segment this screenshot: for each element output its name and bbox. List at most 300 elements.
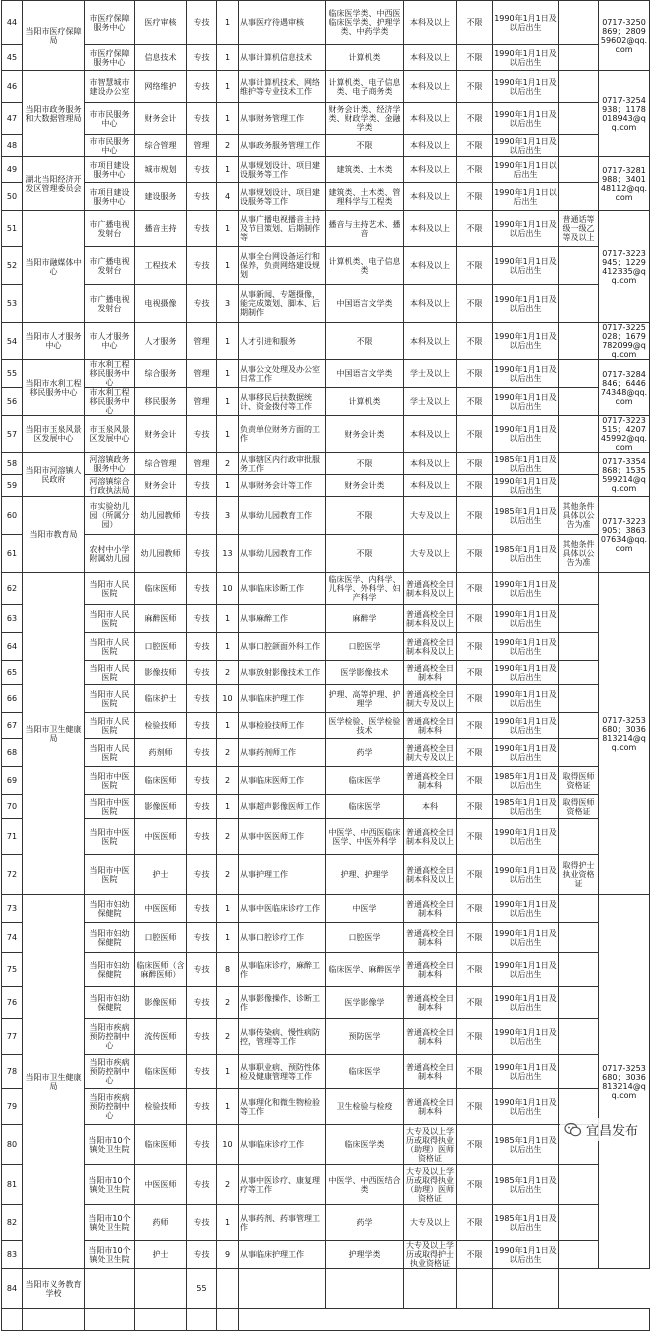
major-cell: 计算机类 <box>326 388 404 416</box>
table-row <box>2 211 650 247</box>
type-cell: 管理 <box>187 453 217 475</box>
duty-cell: 从事临床诊疗，麻醉工作 <box>239 953 326 987</box>
unit-cell: 市项目建设服务中心 <box>85 157 135 183</box>
other-cell <box>559 1241 599 1269</box>
position-cell: 电视摄像 <box>135 285 187 323</box>
duty-cell: 从事传染病、慢性病防控，管理等工作 <box>239 1019 326 1055</box>
table-row <box>2 633 650 661</box>
age-cell: 1990年1月1日及以后出生 <box>493 388 559 416</box>
position-cell: 临床医师 <box>135 767 187 795</box>
table-row <box>2 535 650 573</box>
department-cell: 当阳市教育局 <box>23 497 85 573</box>
position-cell: 临床医师 <box>135 1055 187 1089</box>
department-cell: 湖北当阳经济开发区管理委员会 <box>23 157 85 211</box>
type-cell: 专技 <box>187 661 217 685</box>
education-cell: 普通高校全日制本科 <box>404 713 457 739</box>
position-cell: 影像医师 <box>135 795 187 819</box>
major-cell: 中医学、中西医临床医学、中医外科学 <box>326 819 404 855</box>
position-cell: 综合管理 <box>135 453 187 475</box>
major-cell: 麻醉学 <box>326 605 404 633</box>
row-number: 55 <box>2 360 23 388</box>
age-cell: 1990年1月1日及以后出生 <box>493 1089 559 1125</box>
degree-cell: 不限 <box>457 1055 493 1089</box>
type-cell: 专技 <box>187 1055 217 1089</box>
type-cell: 专技 <box>187 497 217 535</box>
count-cell: 2 <box>217 453 239 475</box>
count-cell: 10 <box>217 1125 239 1165</box>
degree-cell: 不限 <box>457 388 493 416</box>
position-cell: 中医医师 <box>135 895 187 923</box>
other-cell: 普通话等级一级乙等及以上 <box>559 211 599 247</box>
table-row <box>2 71 650 103</box>
position-cell: 麻醉医师 <box>135 605 187 633</box>
education-cell: 大专及以上 <box>404 535 457 573</box>
education-cell: 学士及以上 <box>404 388 457 416</box>
contact-cell: 0717-3223515；420745992@qq.com <box>599 416 650 453</box>
table-row <box>2 1241 650 1269</box>
age-cell: 1990年1月1日及以后出生 <box>493 987 559 1019</box>
type-cell: 专技 <box>187 103 217 135</box>
degree-cell: 不限 <box>457 183 493 211</box>
degree-cell: 不限 <box>457 795 493 819</box>
other-cell <box>559 475 599 497</box>
unit-cell: 当阳市人民医院 <box>85 739 135 767</box>
unit-cell: 市水利工程移民服务中心 <box>85 388 135 416</box>
count-cell: 1 <box>217 211 239 247</box>
age-cell: 1990年1月1日及以后出生 <box>493 819 559 855</box>
count-cell: 1 <box>217 713 239 739</box>
count-cell: 1 <box>217 45 239 71</box>
education-cell: 大专及以上 <box>404 497 457 535</box>
table-row <box>2 360 650 388</box>
position-cell: 信息技术 <box>135 45 187 71</box>
education-cell: 本科及以上 <box>404 103 457 135</box>
major-cell: 不限 <box>326 135 404 157</box>
degree-cell: 不限 <box>457 987 493 1019</box>
row-number: 65 <box>2 661 23 685</box>
count-cell: 1 <box>217 103 239 135</box>
education-cell: 普通高校全日制大专及以上 <box>404 685 457 713</box>
position-cell: 流传医师 <box>135 1019 187 1055</box>
age-cell: 1990年1月1日以后出生 <box>493 183 559 211</box>
wechat-icon <box>564 1122 582 1138</box>
count-cell: 1 <box>217 416 239 453</box>
education-cell: 普通高校全日制本科及以上 <box>404 633 457 661</box>
row-number: 60 <box>2 497 23 535</box>
degree-cell: 不限 <box>457 135 493 157</box>
table-row <box>2 895 650 923</box>
unit-cell: 当阳市人民医院 <box>85 605 135 633</box>
other-cell <box>559 1019 599 1055</box>
position-cell: 财务会计 <box>135 416 187 453</box>
position-cell: 临床医师 <box>135 573 187 605</box>
duty-cell: 从事全台网设备运行和保养，负责网络建设规划 <box>239 247 326 285</box>
unit-cell: 当阳市妇幼保健院 <box>85 987 135 1019</box>
row-number: 78 <box>2 1055 23 1089</box>
position-cell: 口腔医师 <box>135 923 187 953</box>
table-row <box>2 819 650 855</box>
row-number: 69 <box>2 767 23 795</box>
count-cell: 2 <box>217 855 239 895</box>
degree-cell: 不限 <box>457 535 493 573</box>
degree-cell: 不限 <box>457 767 493 795</box>
table-row <box>2 685 650 713</box>
major-cell: 医学影像学 <box>326 987 404 1019</box>
duty-cell: 从事计算机技术、网络维护等专业技术工作 <box>239 71 326 103</box>
other-cell <box>559 573 599 605</box>
department-cell: 当阳市人才服务中心 <box>23 323 85 360</box>
table-row <box>2 923 650 953</box>
major-cell: 临床医学、内科学、儿科学、外科学、妇产科学 <box>326 573 404 605</box>
education-cell: 学士及以上 <box>404 360 457 388</box>
table-row <box>2 1165 650 1205</box>
position-cell: 中医医师 <box>135 1165 187 1205</box>
type-cell: 专技 <box>187 535 217 573</box>
unit-cell: 当阳市妇幼保健院 <box>85 923 135 953</box>
type-cell: 专技 <box>187 1165 217 1205</box>
position-cell: 城市规划 <box>135 157 187 183</box>
other-cell <box>559 1165 599 1205</box>
major-cell: 中医学、中西医结合类 <box>326 1165 404 1205</box>
count-cell: 10 <box>217 685 239 713</box>
major-cell: 中医学 <box>326 895 404 923</box>
department-cell <box>23 1309 85 1331</box>
unit-cell: 市广播电视发射台 <box>85 211 135 247</box>
duty-cell: 从事政务服务管理工作 <box>239 135 326 157</box>
other-cell: 其他条件具体以公告为准 <box>559 497 599 535</box>
age-cell: 1990年1月1日及以后出生 <box>493 1 559 45</box>
other-cell <box>559 157 599 183</box>
position-cell: 检验技师 <box>135 713 187 739</box>
other-cell <box>559 605 599 633</box>
unit-cell: 市水利工程移民服务中心 <box>85 360 135 388</box>
age-cell: 1990年1月1日及以后出生 <box>493 895 559 923</box>
education-cell: 本科及以上 <box>404 1 457 45</box>
count-cell: 1 <box>217 633 239 661</box>
row-number: 64 <box>2 633 23 661</box>
other-cell: 其他条件具体以公告为准 <box>559 535 599 573</box>
duty-cell: 从事辖区内行政审批服务工作 <box>239 453 326 475</box>
other-cell <box>493 1269 559 1309</box>
unit-cell: 当阳市人民医院 <box>85 633 135 661</box>
education-cell: 本科及以上 <box>404 157 457 183</box>
unit-cell: 市市民服务中心 <box>85 135 135 157</box>
age-cell: 1990年1月1日及以后出生 <box>493 713 559 739</box>
other-cell <box>559 285 599 323</box>
major-cell: 计算机类、电子信息类、电子商务类 <box>326 71 404 103</box>
count-cell: 1 <box>217 247 239 285</box>
degree-cell: 不限 <box>457 1125 493 1165</box>
position-cell: 口腔医师 <box>135 633 187 661</box>
type-cell: 专技 <box>187 416 217 453</box>
type-cell: 专技 <box>187 795 217 819</box>
age-cell: 1990年1月1日及以后出生 <box>493 685 559 713</box>
table-row <box>2 855 650 895</box>
major-cell <box>239 1269 326 1309</box>
education-cell: 本科及以上 <box>404 183 457 211</box>
row-number: 82 <box>2 1205 23 1241</box>
type-cell: 专技 <box>187 247 217 285</box>
row-number: 67 <box>2 713 23 739</box>
row-number: 76 <box>2 987 23 1019</box>
age-cell: 1990年1月1日及以后出生 <box>493 247 559 285</box>
table-row <box>2 323 650 360</box>
degree-cell: 不限 <box>457 739 493 767</box>
row-number: 70 <box>2 795 23 819</box>
duty-cell: 人才引进和服务 <box>239 323 326 360</box>
unit-cell: 市广播电视发射台 <box>85 247 135 285</box>
duty-cell: 负责单位财务方面的工作 <box>239 416 326 453</box>
count-cell: 1 <box>217 388 239 416</box>
age-cell: 1985年1月1日及以后出生 <box>493 1165 559 1205</box>
table-row <box>2 416 650 453</box>
position-cell: 护士 <box>135 1241 187 1269</box>
major-cell: 护理、高等护理、护理学 <box>326 685 404 713</box>
row-number: 46 <box>2 71 23 103</box>
type-cell: 专技 <box>187 157 217 183</box>
position-cell: 工程技术 <box>135 247 187 285</box>
age-cell: 1990年1月1日及以后出生 <box>493 855 559 895</box>
major-cell: 口腔医学 <box>326 923 404 953</box>
unit-cell: 当阳市疾病预防控制中心 <box>85 1019 135 1055</box>
position-cell <box>85 1269 135 1309</box>
duty-cell: 从事财务管理工作 <box>239 103 326 135</box>
position-cell: 护士 <box>135 855 187 895</box>
major-cell: 不限 <box>326 453 404 475</box>
duty-cell: 从事中医医师工作 <box>239 819 326 855</box>
major-cell: 临床医学 <box>326 795 404 819</box>
row-number: 58 <box>2 453 23 475</box>
major-cell: 计算机类、电子信息类 <box>326 247 404 285</box>
age-cell: 1990年1月1日及以后出生 <box>493 211 559 247</box>
duty-cell: 从事新闻、专题摄像，能完成策划、脚本、后期制作 <box>239 285 326 323</box>
education-cell: 普通高校全日制本科 <box>404 1019 457 1055</box>
department-cell: 当阳市医疗保障局 <box>23 1 85 71</box>
duty-cell: 从事医疗待遇审核 <box>239 1 326 45</box>
degree-cell: 不限 <box>457 633 493 661</box>
row-number: 71 <box>2 819 23 855</box>
age-cell: 1990年1月1日及以后出生 <box>493 1019 559 1055</box>
type-cell: 专技 <box>187 685 217 713</box>
other-cell <box>559 923 599 953</box>
department-cell: 当阳市玉泉风景区发展中心 <box>23 416 85 453</box>
age-cell: 1990年1月1日及以后出生 <box>493 605 559 633</box>
table-row <box>2 1269 650 1309</box>
unit-cell: 当阳市10个镇处卫生院 <box>85 1241 135 1269</box>
contact-cell: 0717-3284846；644674348@qq.com <box>599 360 650 416</box>
duty-cell: 从事职业病、预防性体检及健康管理等工作 <box>239 1055 326 1089</box>
unit-cell: 当阳市10个镇处卫生院 <box>85 1125 135 1165</box>
table-row <box>2 1 650 45</box>
age-cell: 1990年1月1日及以后出生 <box>493 360 559 388</box>
table-row <box>2 497 650 535</box>
other-cell <box>559 953 599 987</box>
degree-cell: 不限 <box>457 157 493 183</box>
age-cell: 1985年1月1日及以后出生 <box>493 795 559 819</box>
position-cell: 临床护士 <box>135 685 187 713</box>
count-cell: 2 <box>217 739 239 767</box>
age-cell: 1985年1月1日及以后出生 <box>493 1125 559 1165</box>
department-cell: 当阳市卫生健康局 <box>23 573 85 895</box>
education-cell: 普通高校全日制本科及以上 <box>404 573 457 605</box>
degree-cell: 不限 <box>457 713 493 739</box>
type-cell: 专技 <box>187 475 217 497</box>
education-cell: 普通高校全日制本科 <box>404 923 457 953</box>
age-cell: 1990年1月1日及以后出生 <box>493 633 559 661</box>
other-cell <box>559 633 599 661</box>
education-cell: 本科及以上 <box>404 323 457 360</box>
row-number: 77 <box>2 1019 23 1055</box>
education-cell: 普通高校全日制本科 <box>404 1089 457 1125</box>
table-row <box>2 388 650 416</box>
department-cell: 当阳市融媒体中心 <box>23 211 85 323</box>
degree-cell: 不限 <box>457 895 493 923</box>
row-number: 51 <box>2 211 23 247</box>
row-number: 81 <box>2 1165 23 1205</box>
education-cell: 普通高校全日制本科及以上 <box>404 605 457 633</box>
unit-cell: 当阳市中医医院 <box>85 795 135 819</box>
table-row <box>2 987 650 1019</box>
duty-cell: 从事临床医师工作 <box>239 767 326 795</box>
department-cell: 当阳市政务服务和大数据管理局 <box>23 71 85 157</box>
major-cell: 卫生检验与检疫 <box>326 1089 404 1125</box>
position-cell: 幼儿园教师 <box>135 535 187 573</box>
age-cell: 1990年1月1日及以后出生 <box>493 416 559 453</box>
degree-cell: 不限 <box>457 923 493 953</box>
unit-cell: 当阳市人民医院 <box>85 685 135 713</box>
type-cell: 专技 <box>187 1241 217 1269</box>
major-cell: 财务会计类 <box>326 416 404 453</box>
degree-cell: 不限 <box>457 211 493 247</box>
other-cell <box>559 103 599 135</box>
unit-cell: 当阳市10个镇处卫生院 <box>85 1165 135 1205</box>
education-cell: 本科及以上 <box>404 45 457 71</box>
education-cell <box>326 1269 404 1309</box>
other-cell: 取得医师资格证 <box>559 795 599 819</box>
type-cell: 专技 <box>187 183 217 211</box>
row-number <box>2 1309 23 1331</box>
degree-cell: 不限 <box>457 323 493 360</box>
education-cell: 普通高校全日制本科及以上 <box>404 819 457 855</box>
duty-cell: 从事药剂师工作 <box>239 739 326 767</box>
type-cell: 管理 <box>187 360 217 388</box>
unit-cell: 市玉泉风景区发展中心 <box>85 416 135 453</box>
other-cell <box>559 247 599 285</box>
major-cell: 预防医学 <box>326 1019 404 1055</box>
education-cell: 大专及以上学历或取得护士执业资格证 <box>404 1241 457 1269</box>
major-cell: 护理学类 <box>326 1241 404 1269</box>
department-cell: 当阳市河溶镇人民政府 <box>23 453 85 497</box>
count-cell: 2 <box>217 661 239 685</box>
position-cell: 药剂师 <box>135 739 187 767</box>
other-cell <box>559 453 599 475</box>
duty-cell: 从事理化和微生物检验等工作 <box>239 1089 326 1125</box>
major-cell: 中国语言文学类 <box>326 285 404 323</box>
table-row <box>2 1205 650 1241</box>
major-cell: 财务会计类 <box>326 475 404 497</box>
count-cell: 9 <box>217 1241 239 1269</box>
age-cell: 1990年1月1日及以后出生 <box>493 71 559 103</box>
other-cell: 取得护士执业资格证 <box>559 855 599 895</box>
major-cell: 播音与主持艺术、播音 <box>326 211 404 247</box>
recruitment-table <box>1 0 650 1331</box>
unit-cell: 市广播电视发射台 <box>85 285 135 323</box>
type-cell: 专技 <box>187 1089 217 1125</box>
degree-cell: 不限 <box>457 1205 493 1241</box>
education-cell: 本科及以上 <box>404 453 457 475</box>
education-cell: 本科及以上 <box>404 247 457 285</box>
other-cell <box>559 713 599 739</box>
degree-cell: 不限 <box>457 953 493 987</box>
table-row <box>2 573 650 605</box>
row-number: 53 <box>2 285 23 323</box>
degree-cell: 不限 <box>457 661 493 685</box>
education-cell: 普通高校全日制大专及以上 <box>404 739 457 767</box>
type-cell: 专技 <box>187 767 217 795</box>
count-cell: 2 <box>217 767 239 795</box>
education-cell: 本科及以上 <box>404 285 457 323</box>
row-number: 49 <box>2 157 23 183</box>
count-cell: 10 <box>217 573 239 605</box>
row-number: 44 <box>2 1 23 45</box>
degree-cell: 不限 <box>457 1241 493 1269</box>
duty-cell: 从事中医临床诊疗工作 <box>239 895 326 923</box>
row-number: 57 <box>2 416 23 453</box>
position-cell: 影像医师 <box>135 987 187 1019</box>
age-cell: 1985年1月1日及以后出生 <box>494 454 557 473</box>
duty-cell: 从事中医诊疗、康复理疗等工作 <box>239 1165 326 1205</box>
type-cell: 专技 <box>187 573 217 605</box>
other-cell <box>559 685 599 713</box>
row-number: 50 <box>2 183 23 211</box>
type-cell: 专技 <box>187 895 217 923</box>
unit-cell: 市人才服务中心 <box>85 323 135 360</box>
education-cell: 本科及以上 <box>404 71 457 103</box>
duty-cell: 从事药剂、药事管理工作 <box>239 1205 326 1241</box>
table-row <box>2 739 650 767</box>
other-cell <box>559 71 599 103</box>
major-cell: 临床医学、麻醉医学 <box>326 953 404 987</box>
degree-cell: 不限 <box>457 45 493 71</box>
unit-cell: 当阳市中医医院 <box>85 855 135 895</box>
table-row <box>2 285 650 323</box>
unit-cell: 当阳市妇幼保健院 <box>85 953 135 987</box>
age-cell: 1990年1月1日及以后出生 <box>493 103 559 135</box>
count-cell: 1 <box>217 605 239 633</box>
age-cell: 1990年1月1日及以后出生 <box>493 661 559 685</box>
duty-cell: 从事口腔颌面外科工作 <box>239 633 326 661</box>
table-row <box>2 661 650 685</box>
type-cell: 专技 <box>187 1 217 45</box>
age-cell: 1990年1月1日及以后出生 <box>493 923 559 953</box>
age-cell: 1985年1月1日及以后出生 <box>493 497 559 535</box>
major-cell: 财务会计类、经济学类、财政学类、金融学类 <box>326 103 404 135</box>
age-cell: 1990年1月1日及以后出生 <box>493 323 559 360</box>
degree-cell: 不限 <box>457 1089 493 1125</box>
other-cell <box>559 416 599 453</box>
other-cell <box>559 819 599 855</box>
education-cell: 本科及以上 <box>404 211 457 247</box>
duty-cell: 从事临床诊疗工作 <box>239 1125 326 1165</box>
table-row <box>2 605 650 633</box>
education-cell: 普通高校全日制本科 <box>404 1055 457 1089</box>
duty-cell: 从事临床诊断工作 <box>239 573 326 605</box>
position-cell <box>135 1309 187 1331</box>
count-cell: 13 <box>217 535 239 573</box>
major-cell: 建筑类、土木类 <box>326 157 404 183</box>
major-cell: 不限 <box>326 497 404 535</box>
position-cell: 影像技师 <box>135 661 187 685</box>
